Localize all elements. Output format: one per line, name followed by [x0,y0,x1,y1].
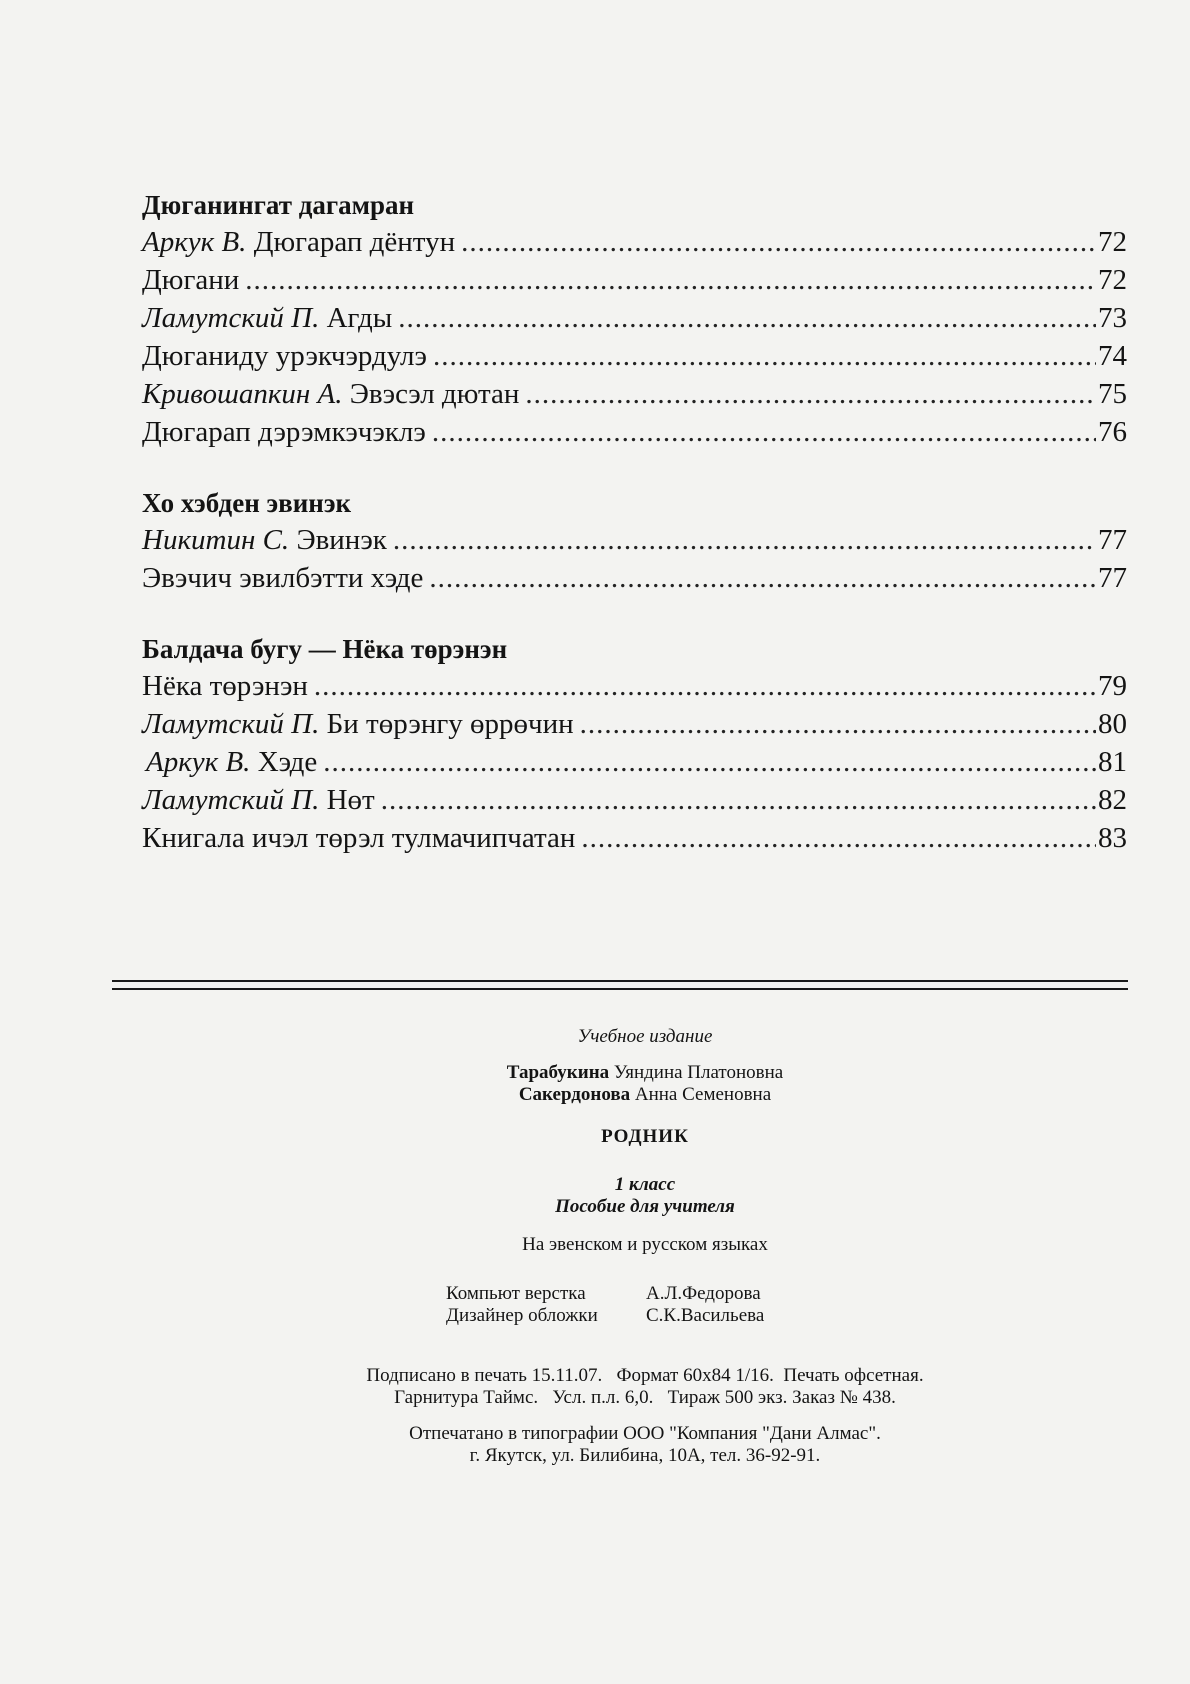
entry-title: Эвэсэл дютан [349,378,520,410]
entry-title: Нёка төрэнэн [142,670,308,702]
toc-entry [142,744,1127,782]
entry-author: Аркук В. [146,746,251,778]
entry-page: 80 [1098,708,1127,740]
entry-author: Ламутский П. [142,302,320,334]
toc-entry [142,782,1127,820]
entry-title: Дюгарап дёнтун [253,226,456,258]
author-names: Уяндина Платоновна [613,1062,784,1083]
entry-page: 74 [1098,340,1127,372]
dot-leader [323,744,1096,780]
toc-entry [142,376,1127,414]
toc-entry [142,820,1127,858]
entry-title: Дюганиду урэкчэрдулэ [142,340,427,372]
dot-leader [581,820,1096,856]
author-line [50,1062,1190,1084]
toc-entry [142,224,1127,262]
entry-title: Эвинэк [296,524,387,556]
divider [112,988,1128,990]
entry-page: 72 [1098,264,1127,296]
dot-leader [433,338,1096,374]
audience: Пособие для учителя [555,1196,735,1217]
double-rule [112,980,1128,990]
imprint [0,1026,1190,1256]
credit-role: Дизайнер обложки [446,1305,598,1326]
section-heading: Дюганингат дагамран [142,190,415,220]
entry-author: Ламутский П. [142,708,320,740]
entry-title: Эвэчич эвилбэтти хэде [142,562,424,594]
entry-title: Дюгарап дэрэмкэчэклэ [142,416,426,448]
table-of-contents [142,188,1127,858]
entry-page: 83 [1098,822,1127,854]
entry-page: 81 [1098,746,1127,778]
toc-entry [142,414,1127,452]
divider [112,980,1128,982]
dot-leader [381,782,1096,818]
toc-entry [142,668,1127,706]
dot-leader [429,560,1096,596]
printer-line: г. Якутск, ул. Билибина, 10А, тел. 36-92-91. [469,1445,821,1466]
credit-name: А.Л.Федорова [646,1283,761,1304]
toc-entry [142,300,1127,338]
author-names: Анна Семеновна [634,1084,772,1105]
toc-entry [142,706,1127,744]
entry-page: 79 [1098,670,1127,702]
dot-leader [314,668,1096,704]
toc-entry [142,522,1127,560]
edition-type: Учебное издание [577,1026,713,1047]
entry-title: Дюгани [142,264,240,296]
toc-entry [142,560,1127,598]
dot-leader [245,262,1096,298]
entry-page: 77 [1098,562,1127,594]
entry-title: Книгала ичэл төрэл тулмачипчатан [142,822,576,854]
entry-page: 72 [1098,226,1127,258]
entry-author: Никитин С. [142,524,290,556]
print-details [0,1365,1190,1467]
entry-author: Ламутский П. [142,784,320,816]
dot-leader [525,376,1096,412]
print-line: Подписано в печать 15.11.07. Формат 60х84 1/16. Печать офсетная. [366,1365,924,1386]
print-line: Гарнитура Таймс. Усл. п.л. 6,0. Тираж 500 экз. Заказ № 438. [394,1387,896,1408]
entry-page: 82 [1098,784,1127,816]
entry-title: Агды [326,302,393,334]
languages: На эвенском и русском языках [522,1234,768,1255]
author-surname: Сакердонова [518,1084,631,1105]
entry-title: Нөт [326,784,375,816]
entry-page: 73 [1098,302,1127,334]
author-line [50,1084,1190,1106]
dot-leader [432,414,1096,450]
grade: 1 класс [614,1174,676,1195]
credits [446,1283,764,1327]
printer-line: Отпечатано в типографии ООО "Компания "Дани Алмас". [409,1423,881,1444]
entry-page: 76 [1098,416,1127,448]
section-heading: Балдача бугу — Нёка төрэнэн [142,634,508,664]
credit-row [446,1283,764,1305]
dot-leader [398,300,1096,336]
book-title: РОДНИК [601,1126,689,1147]
entry-page: 77 [1098,524,1127,556]
dot-leader [461,224,1096,260]
entry-page: 75 [1098,378,1127,410]
section-heading: Хо хэбден эвинэк [142,488,352,518]
entry-title: Хэде [257,746,318,778]
entry-author: Аркук В. [142,226,247,258]
credit-row [446,1305,764,1327]
entry-author: Кривошапкин А. [142,378,343,410]
toc-entry [142,262,1127,300]
credit-role: Компьют верстка [446,1283,586,1304]
entry-title: Би төрэнгу өррөчин [326,708,574,740]
dot-leader [393,522,1096,558]
author-surname: Тарабукина [506,1062,610,1083]
credit-name: С.К.Васильева [646,1305,765,1326]
toc-entry [142,338,1127,376]
dot-leader [580,706,1096,742]
